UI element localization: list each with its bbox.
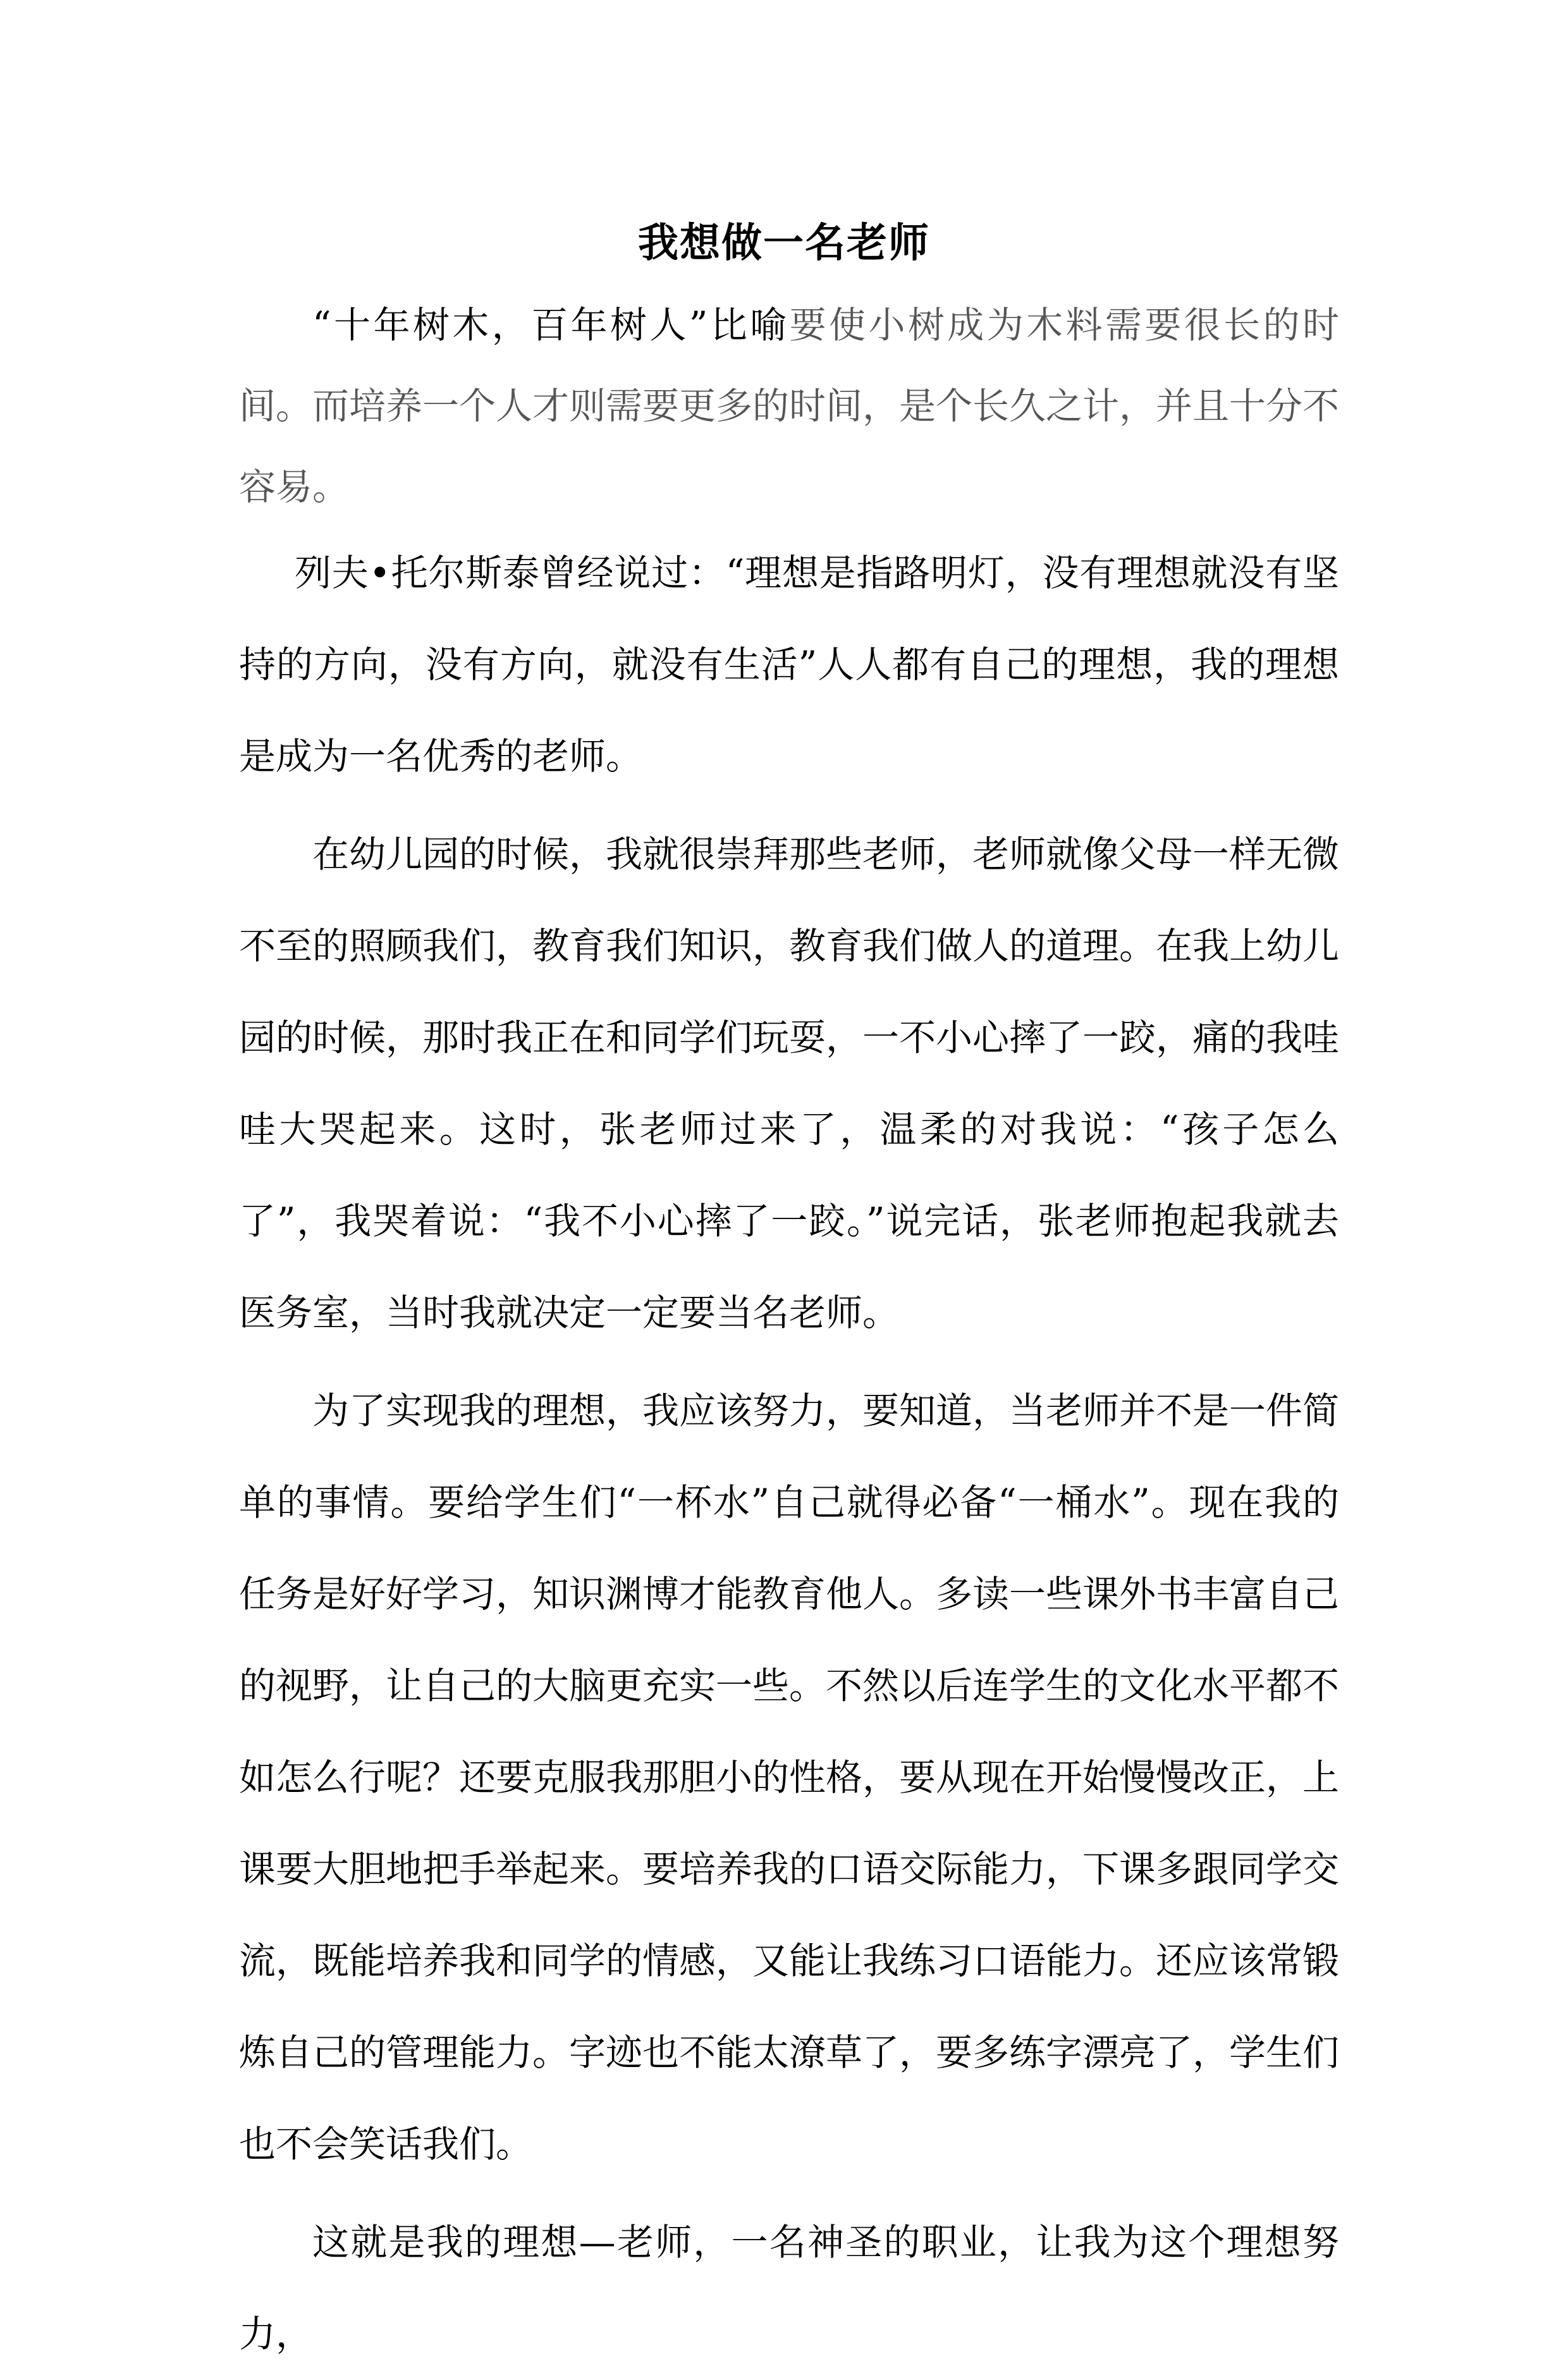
paragraph-2: 列夫•托尔斯泰曾经说过：“理想是指路明灯，没有理想就没有坚持的方向，没有方向，就没有生活”人人都有自己的理想，我的理想是成为一名优秀的老师。 (239, 551, 1339, 778)
paragraph-1-lead: “十年树木，百年树人”比喻 (312, 304, 790, 347)
paragraph-5: 这就是我的理想—老师，一名神圣的职业，让我为这个理想努力， (239, 2221, 1339, 2355)
paragraph-gap (239, 1359, 1339, 1365)
paragraph-1 (239, 285, 1339, 527)
document-title: 我想做一名老师 (638, 219, 930, 267)
paragraph-gap (239, 802, 1339, 809)
paragraph-3: 在幼儿园的时候，我就很崇拜那些老师，老师就像父母一样无微不至的照顾我们，教育我们知识，教育我们做人的道理。在我上幼儿园的时候，那时我正在和同学们玩耍，一不小心摔了一跤，痛的我哇哇大哭起来。这时，张老师过来了，温柔的对我说：“孩子怎么了”，我哭着说：“我不小心摔了一跤。”说完话，张老师抱起我就去医务室，当时我就决定一定要当名老师。 (239, 833, 1340, 1334)
paragraph-gap (239, 2190, 1339, 2197)
document-body (239, 285, 1339, 2380)
paragraph-1-rest: 要使小树成为木料需要很长的时间。而培养一个人才则需要更多的时间，是个长久之计，并且十分不容易。 (239, 304, 1340, 508)
paragraph-4: 为了实现我的理想，我应该努力，要知道，当老师并不是一件简单的事情。要给学生们“一杯水”自己就得必备“一桶水”。现在我的任务是好好学习，知识渊博才能教育他人。多读一些课外书丰富自己的视野，让自己的大脑更充实一些。不然以后连学生的文化水平都不如怎么行呢？还要克服我那胆小的性格，要从现在开始慢慢改正，上课要大胆地把手举起来。要培养我的口语交际能力，下课多跟同学交流，既能培养我和同学的情感，又能让我练习口语能力。还应该常锻炼自己的管理能力。字迹也不能太潦草了，要多练字漂亮了，学生们也不会笑话我们。 (239, 1389, 1340, 2166)
